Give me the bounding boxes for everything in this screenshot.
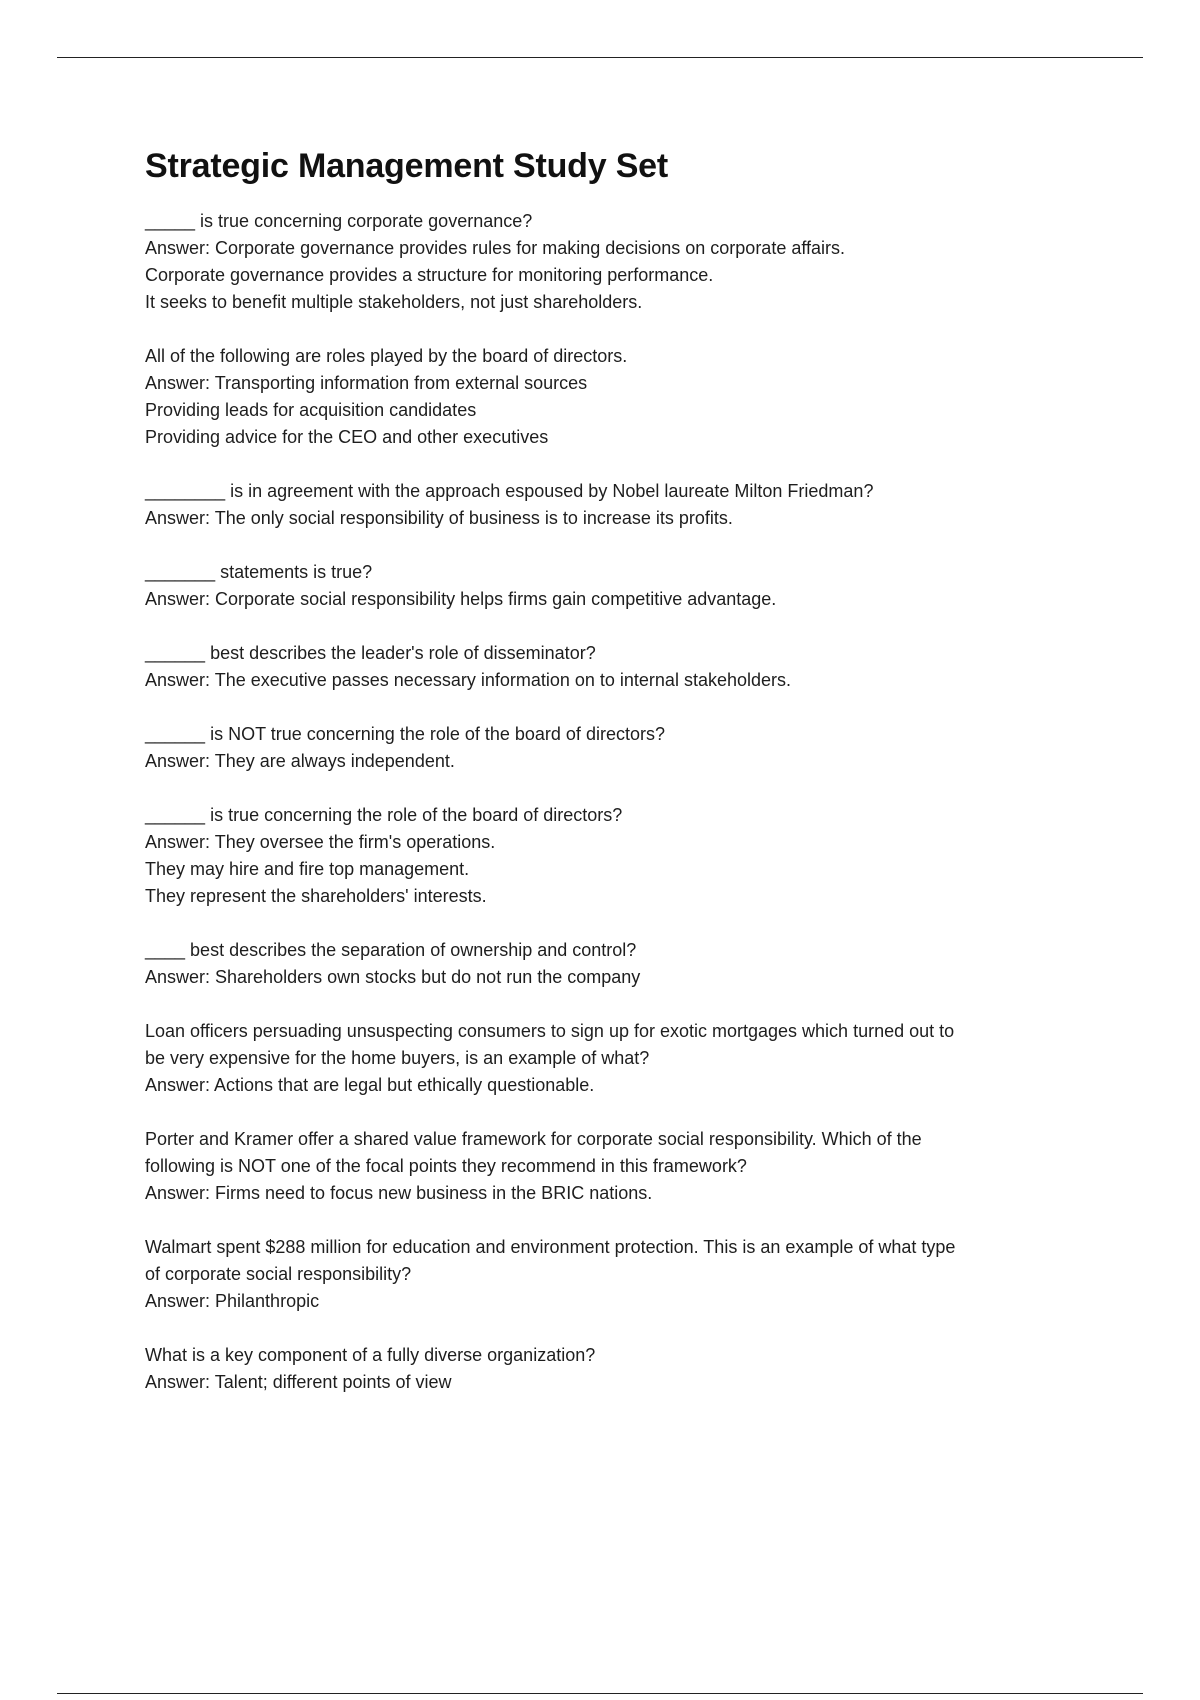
qa-item-11: [145, 1234, 1085, 1315]
question-text: Loan officers persuading unsuspecting consumers to sign up for exotic mortgages which turned out to: [145, 1021, 955, 1041]
question-text: ________ is in agreement with the approach espoused by Nobel laureate Milton Friedman?: [145, 481, 874, 501]
question-text: ______ best describes the leader's role of disseminator?: [145, 643, 596, 663]
document-title: Strategic Management Study Set: [145, 147, 669, 185]
answer-text: They represent the shareholders' interests.: [145, 886, 487, 906]
top-rule: [57, 57, 1143, 58]
qa-item-1: [145, 208, 1085, 316]
question-text: be very expensive for the home buyers, is an example of what?: [145, 1048, 650, 1068]
answer-text: They may hire and fire top management.: [145, 859, 470, 879]
answer-text: Answer: Corporate governance provides rules for making decisions on corporate affairs.: [145, 238, 846, 258]
answer-text: Answer: Philanthropic: [145, 1291, 320, 1311]
answer-text: Corporate governance provides a structure for monitoring performance.: [145, 265, 714, 285]
answer-text: Answer: Shareholders own stocks but do not run the company: [145, 967, 641, 987]
question-text: ______ is NOT true concerning the role of the board of directors?: [145, 724, 665, 744]
qa-item-4: [145, 559, 1085, 613]
answer-text: Answer: Actions that are legal but ethically questionable.: [145, 1075, 595, 1095]
answer-text: Providing advice for the CEO and other executives: [145, 427, 549, 447]
answer-text: Providing leads for acquisition candidates: [145, 400, 477, 420]
answer-text: Answer: Talent; different points of view: [145, 1372, 452, 1392]
qa-item-9: [145, 1018, 1085, 1099]
qa-item-10: [145, 1126, 1085, 1207]
question-text: ______ is true concerning the role of the board of directors?: [145, 805, 623, 825]
qa-item-6: [145, 721, 1085, 775]
qa-item-8: [145, 937, 1085, 991]
qa-item-3: [145, 478, 1085, 532]
question-text: _______ statements is true?: [145, 562, 373, 582]
qa-item-2: [145, 343, 1085, 451]
qa-item-7: [145, 802, 1085, 910]
question-text: ____ best describes the separation of ownership and control?: [145, 940, 637, 960]
answer-text: Answer: They oversee the firm's operations.: [145, 832, 496, 852]
answer-text: Answer: Transporting information from external sources: [145, 373, 588, 393]
question-text: All of the following are roles played by the board of directors.: [145, 346, 628, 366]
qa-item-12: [145, 1342, 1085, 1396]
question-text: Porter and Kramer offer a shared value framework for corporate social responsibility. Which of the: [145, 1129, 922, 1149]
answer-text: It seeks to benefit multiple stakeholders, not just shareholders.: [145, 292, 643, 312]
answer-text: Answer: The only social responsibility of business is to increase its profits.: [145, 508, 733, 528]
bottom-rule: [57, 1693, 1143, 1694]
question-text: What is a key component of a fully diverse organization?: [145, 1345, 596, 1365]
answer-text: Answer: Firms need to focus new business in the BRIC nations.: [145, 1183, 653, 1203]
question-text: of corporate social responsibility?: [145, 1264, 412, 1284]
answer-text: Answer: The executive passes necessary information on to internal stakeholders.: [145, 670, 792, 690]
answer-text: Answer: They are always independent.: [145, 751, 455, 771]
question-text: following is NOT one of the focal points they recommend in this framework?: [145, 1156, 747, 1176]
document-body: [145, 146, 1085, 1423]
question-text: _____ is true concerning corporate governance?: [145, 211, 533, 231]
answer-text: Answer: Corporate social responsibility helps firms gain competitive advantage.: [145, 589, 777, 609]
question-text: Walmart spent $288 million for education and environment protection. This is an example of what type: [145, 1237, 956, 1257]
qa-item-5: [145, 640, 1085, 694]
